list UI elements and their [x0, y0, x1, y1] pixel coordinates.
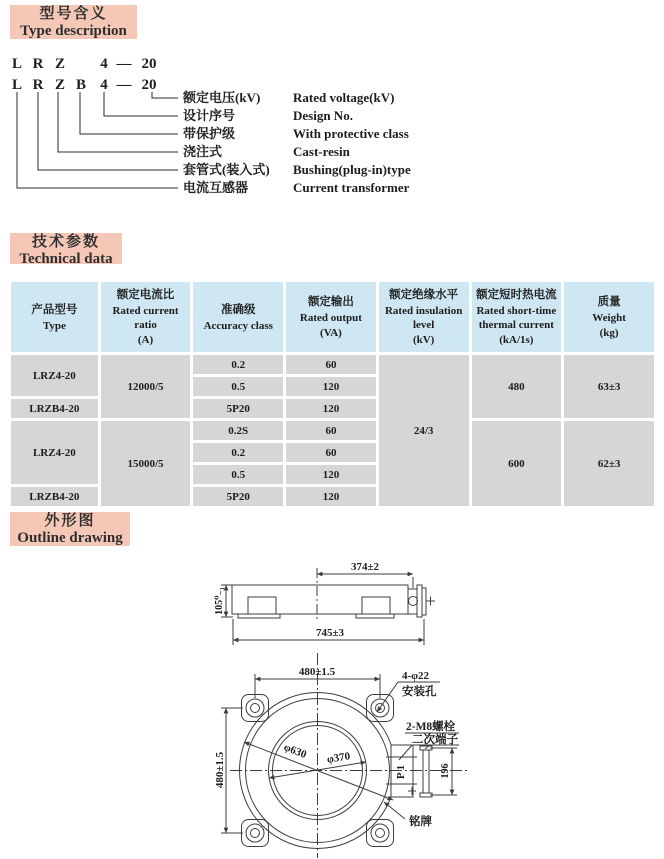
transformer-body-outline	[232, 585, 408, 614]
header-zh: 额定电流比	[116, 288, 175, 301]
mounting-foot-base	[356, 614, 394, 618]
bolt-end-mark	[426, 597, 435, 606]
cell-output: 60	[286, 443, 376, 462]
cell-ratio: 15000/5	[101, 421, 191, 506]
terminal-neck	[408, 589, 417, 614]
col-header-weight	[564, 282, 654, 352]
cell-output: 120	[286, 487, 376, 506]
terminal-mark-label: P1	[395, 762, 407, 780]
header-unit: (kV)	[412, 333, 435, 346]
cell-output: 60	[286, 421, 376, 440]
header-zh: 额定绝缘水平	[389, 288, 459, 301]
cell-type: LRZ4-20	[11, 421, 98, 484]
mounting-foot	[248, 597, 276, 614]
dimension-label: 480±1.5	[298, 666, 336, 678]
code-label-zh: 浇注式	[183, 144, 223, 159]
callout-label: 安装孔	[402, 686, 437, 698]
header-en: Rated current ratio	[112, 304, 179, 331]
section-header-outline-drawing	[10, 512, 130, 546]
type-code-char: B	[75, 77, 87, 93]
header-en: Rated short-time thermal current	[476, 304, 557, 331]
tree-line-design	[104, 92, 178, 116]
tree-line-bushing	[38, 92, 178, 170]
cell-insulation: 24/3	[379, 355, 469, 506]
code-label-en: Design No.	[293, 108, 353, 123]
terminal-strip	[423, 748, 429, 795]
cell-output: 60	[286, 355, 376, 374]
col-header-type	[11, 282, 98, 352]
tree-line-ct	[17, 92, 178, 188]
dimension-label: 374±2	[350, 561, 380, 573]
dimension-label: φ370	[326, 750, 352, 766]
dimension-label: φ630	[282, 741, 309, 761]
header-en: Rated output	[299, 311, 362, 324]
col-header-insulation	[379, 282, 469, 352]
terminal-bolt-hole	[409, 597, 418, 606]
tree-line-cast	[58, 92, 178, 152]
header-en: Rated insulation level	[384, 304, 463, 331]
section-title-zh: 型号含义	[39, 6, 108, 22]
cell-output: 120	[286, 377, 376, 396]
type-code-char: L	[11, 56, 23, 72]
dimension-label: 745±3	[315, 627, 345, 639]
dimension-label: 480±1.5	[214, 751, 226, 789]
table-header-row	[11, 282, 654, 352]
terminal-plate	[422, 588, 426, 615]
callout-label: 二次端子	[412, 734, 458, 746]
lug-boss	[246, 824, 264, 842]
section-title-zh: 外形图	[44, 513, 96, 529]
tree-lines-group	[17, 92, 178, 188]
type-code-char: 4	[100, 56, 108, 72]
mounting-foot	[362, 597, 390, 614]
type-code-char: 4	[100, 77, 108, 93]
code-label-en: Rated voltage(kV)	[293, 90, 395, 105]
type-code-char: 20	[141, 56, 157, 72]
code-label-zh: 设计序号	[183, 108, 236, 123]
header-zh: 质量	[597, 295, 621, 308]
header-en: Accuracy class	[203, 319, 273, 332]
table-row	[11, 421, 654, 440]
section-header-technical-data	[10, 233, 122, 267]
code-label-en: Bushing(plug-in)type	[293, 162, 411, 177]
cell-type: LRZB4-20	[11, 487, 98, 506]
header-unit: (kA/1s)	[499, 333, 534, 346]
cell-thermal: 480	[472, 355, 562, 418]
cell-accuracy: 0.2S	[193, 421, 283, 440]
header-unit: (A)	[137, 333, 154, 346]
type-code-char: R	[32, 77, 44, 93]
type-code-char: R	[32, 56, 44, 72]
type-code-diagram	[0, 0, 664, 220]
type-code-char: 20	[141, 77, 157, 93]
front-view-drawing	[140, 650, 524, 859]
code-label-en: Current transformer	[293, 180, 410, 195]
cell-ratio: 12000/5	[101, 355, 191, 418]
col-header-current-ratio	[101, 282, 191, 352]
cell-accuracy: 0.5	[193, 377, 283, 396]
cell-accuracy: 0.2	[193, 355, 283, 374]
cell-accuracy: 0.5	[193, 465, 283, 484]
col-header-accuracy	[193, 282, 283, 352]
header-unit: (VA)	[320, 326, 342, 339]
header-unit: (kg)	[599, 326, 619, 339]
header-en: Weight	[592, 311, 626, 324]
cell-output: 120	[286, 399, 376, 418]
header-zh: 产品型号	[31, 303, 78, 316]
code-label-zh: 带保护级	[183, 126, 236, 141]
section-title-en: Outline drawing	[17, 530, 123, 546]
cell-output: 120	[286, 465, 376, 484]
side-view-drawing	[200, 550, 470, 655]
cell-type: LRZ4-20	[11, 355, 98, 396]
nameplate-label: 铭牌	[409, 816, 432, 828]
type-code-char: —	[116, 56, 132, 72]
cell-type: LRZB4-20	[11, 399, 98, 418]
cell-weight: 62±3	[564, 421, 654, 506]
type-code-char: —	[116, 77, 132, 93]
callout-label: 2-M8螺栓	[406, 721, 456, 733]
code-label-en: With protective class	[293, 126, 409, 141]
dimension-label: 196	[440, 763, 451, 779]
cell-weight: 63±3	[564, 355, 654, 418]
callout-label: 4-φ22	[402, 670, 430, 682]
section-title-en: Type description	[20, 23, 127, 39]
col-header-output	[286, 282, 376, 352]
cell-accuracy: 5P20	[193, 487, 283, 506]
cell-thermal: 600	[472, 421, 562, 506]
header-zh: 额定短时热电流	[476, 288, 557, 301]
mounting-foot-base	[238, 614, 280, 618]
code-label-zh: 额定电压(kV)	[183, 90, 261, 105]
section-title-en: Technical data	[19, 251, 113, 267]
dimension-label: 105⁰₋₁	[214, 587, 225, 615]
section-title-zh: 技术参数	[31, 234, 100, 250]
cell-accuracy: 0.2	[193, 443, 283, 462]
type-code-char: L	[11, 77, 23, 93]
table-row	[11, 355, 654, 374]
col-header-thermal-current	[472, 282, 562, 352]
code-label-zh: 电流互感器	[183, 180, 249, 195]
header-zh: 准确级	[220, 303, 256, 316]
header-zh: 额定输出	[307, 295, 354, 308]
type-code-char: Z	[54, 56, 66, 72]
leader-nameplate	[384, 802, 405, 819]
technical-data-table	[8, 279, 657, 509]
type-code-char: Z	[54, 77, 66, 93]
code-label-en: Cast-resin	[293, 144, 350, 159]
cell-accuracy: 5P20	[193, 399, 283, 418]
lug-boss	[371, 824, 389, 842]
lug-boss	[246, 699, 264, 717]
code-label-zh: 套管式(装入式)	[183, 162, 270, 177]
header-en: Type	[42, 319, 66, 332]
